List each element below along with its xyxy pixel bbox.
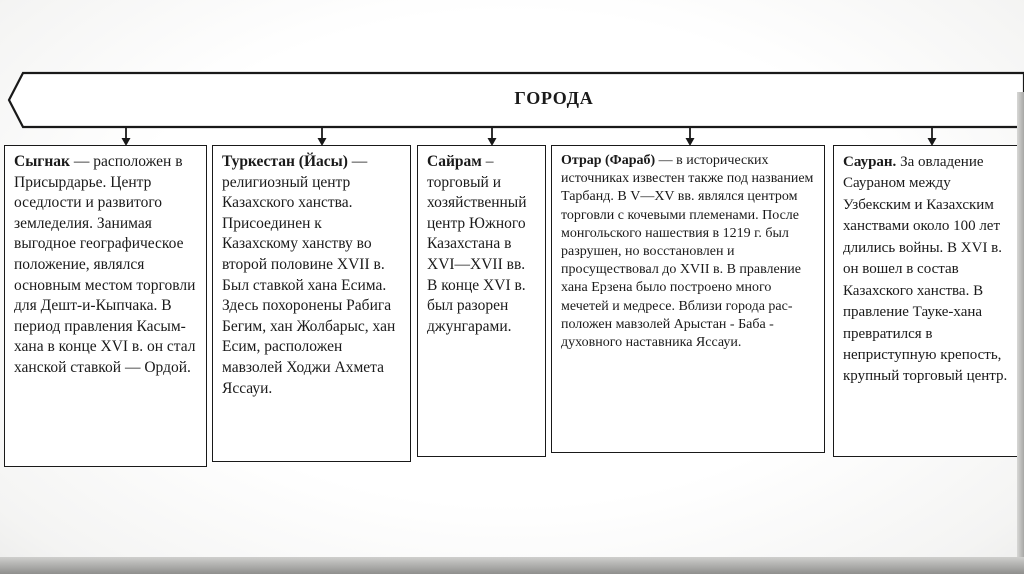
scan-edge-bottom xyxy=(0,557,1024,574)
scan-edge-right xyxy=(1017,92,1024,557)
city-box-sayram xyxy=(417,145,546,457)
city-name: Сыгнак xyxy=(14,153,70,170)
down-arrow-icon xyxy=(318,128,327,146)
city-description: – торговый и хозяйственный центр Южного Казахстана в XVI—XVII вв. В конце XVI в. был разорен джунгарами. xyxy=(427,153,527,335)
diagram-title xyxy=(0,88,1024,109)
banner-and-arrows xyxy=(0,0,1024,160)
down-arrow-icon xyxy=(488,128,497,146)
city-text xyxy=(843,152,1011,388)
city-box-sauran xyxy=(833,145,1021,457)
city-description: За овладение Саураном между Узбекским и Казахским ханствами около 100 лет длились войны. В XVI в. он вошел в состав Казахского ханства. В правление Тауке-хана превратился в неприступную крепость, крупный торговый центр. xyxy=(843,154,1008,385)
city-box-turkestan xyxy=(212,145,411,462)
city-name: Туркестан (Йасы) xyxy=(222,153,348,170)
city-text xyxy=(427,152,536,337)
city-name: Сайрам xyxy=(427,153,482,170)
down-arrow-icon xyxy=(122,128,131,146)
city-description: — в исторических источниках известен также под названием Тарбанд. В V—XV вв. являлся центром торговли с кочевыми племенами. После монгольского нашествия в 1219 г. был разрушен, но восстановлен и просуществовал до XVII в. В правление хана Ерзена было построено много мечетей и медресе. Вблизи города рас-положен мавзолей Арыстан - Баба - духовного наставника Яссауи. xyxy=(561,153,814,350)
city-box-otrar xyxy=(551,145,825,453)
city-name: Отрар (Фараб) xyxy=(561,153,656,168)
city-text xyxy=(14,152,197,379)
city-box-sygnak xyxy=(4,145,207,467)
down-arrow-icon xyxy=(928,128,937,146)
city-text xyxy=(222,152,401,399)
diagram-title-text: ГОРОДА xyxy=(514,88,594,108)
down-arrow-icon xyxy=(686,128,695,146)
city-text xyxy=(561,152,815,352)
city-description: — расположен в Присырдарье. Центр оседлости и развитого земледелия. Занимая выгодное географическое положение, являлся основным местом торговли для Дешт-и-Кыпчака. В период правления Касым-хана в конце XVI в. он стал ханской ставкой — Ордой. xyxy=(14,153,196,377)
city-description: — религиозный центр Казахского ханства. Присоединен к Казахскому ханству во второй половине XVII в. Был ставкой хана Есима. Здесь похоронены Рабига Бегим, хан Жолбарыс, хан Есим, расположен мавзолей Ходжи Ахмета Яссауи. xyxy=(222,153,396,397)
city-name: Сауран. xyxy=(843,154,897,170)
